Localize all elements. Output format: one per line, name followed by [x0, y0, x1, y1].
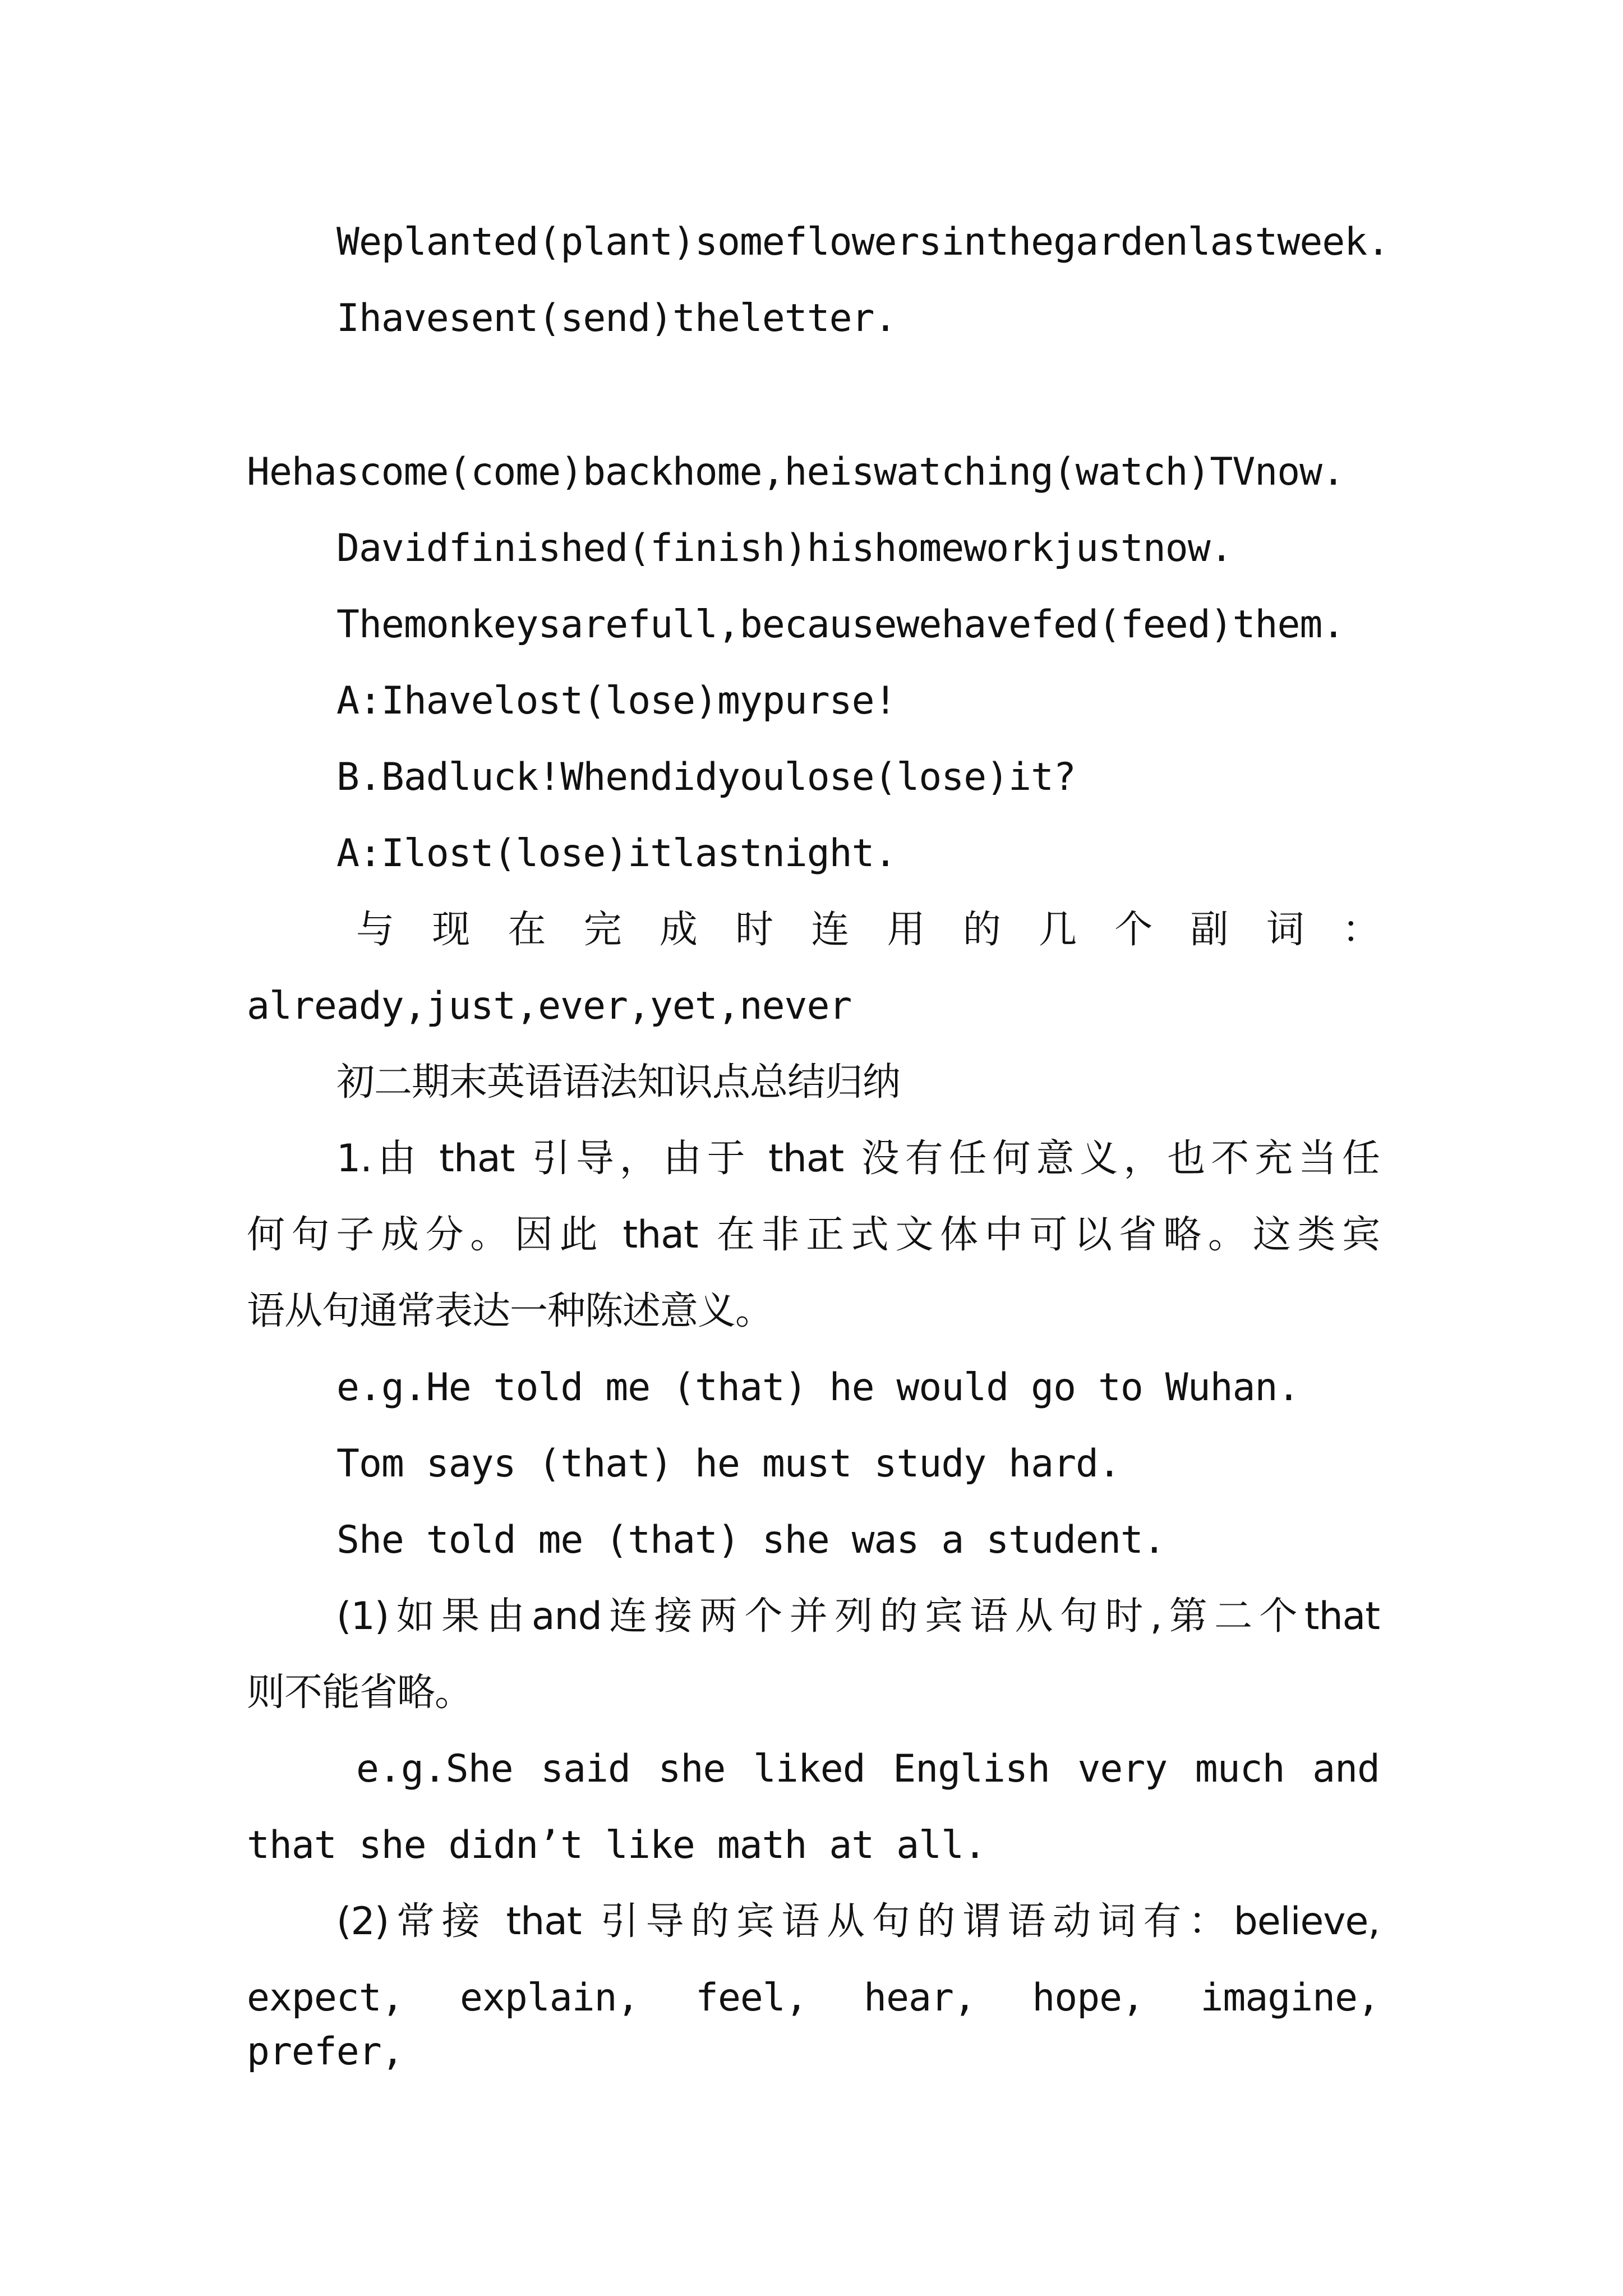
text-line-4: Davidfinished(finish)hishomeworkjustnow.	[336, 526, 1233, 570]
text-line-20: e.g.She said she liked English very much and	[356, 1747, 1380, 1791]
section-heading: 初二期末英语语法知识点总结归纳	[336, 1060, 901, 1105]
text-line-10: already,just,ever,yet,never	[247, 984, 852, 1028]
text-line-9: 与 现 在 完 成 时 连 用 的 几 个 副 词 ：	[356, 908, 1380, 952]
text-line-13: 何句子成分。因此 that 在非正式文体中可以省略。这类宾	[247, 1213, 1380, 1257]
text-line-1: Weplanted(plant)someflowersinthegardenlastweek.	[336, 220, 1390, 264]
text-line-21: that she didn’t like math at all.	[247, 1823, 986, 1867]
text-line-22: (2)常接 that 引导的宾语从句的谓语动词有：believe,	[336, 1899, 1380, 1944]
text-line-17: She told me (that) she was a student.	[336, 1518, 1165, 1562]
text-line-19: 则不能省略。	[247, 1671, 473, 1715]
text-line-18: (1)如果由and连接两个并列的宾语从句时,第二个that	[336, 1594, 1380, 1639]
text-line-5: Themonkeysarefull,becausewehavefed(feed)them.	[336, 602, 1345, 647]
text-line-14: 语从句通常表达一种陈述意义。	[247, 1289, 773, 1333]
text-line-12: 1.由 that 引导，由于 that 没有任何意义，也不充当任	[336, 1137, 1380, 1181]
text-line-7: B.Badluck!Whendidyoulose(lose)it?	[336, 755, 1076, 799]
text-line-2: Ihavesent(send)theletter.	[336, 296, 897, 341]
text-line-16: Tom says (that) he must study hard.	[336, 1442, 1121, 1486]
text-line-23: expect, explain, feel, hear, hope, imagine, prefer,	[247, 1976, 1380, 2074]
text-line-15: e.g.He told me (that) he would go to Wuhan.	[336, 1365, 1300, 1410]
text-line-6: A:Ihavelost(lose)mypurse!	[336, 679, 897, 723]
text-line-8: A:Ilost(lose)itlastnight.	[336, 831, 897, 876]
text-line-3: Hehascome(come)backhome,heiswatching(watch)TVnow.	[247, 450, 1345, 494]
